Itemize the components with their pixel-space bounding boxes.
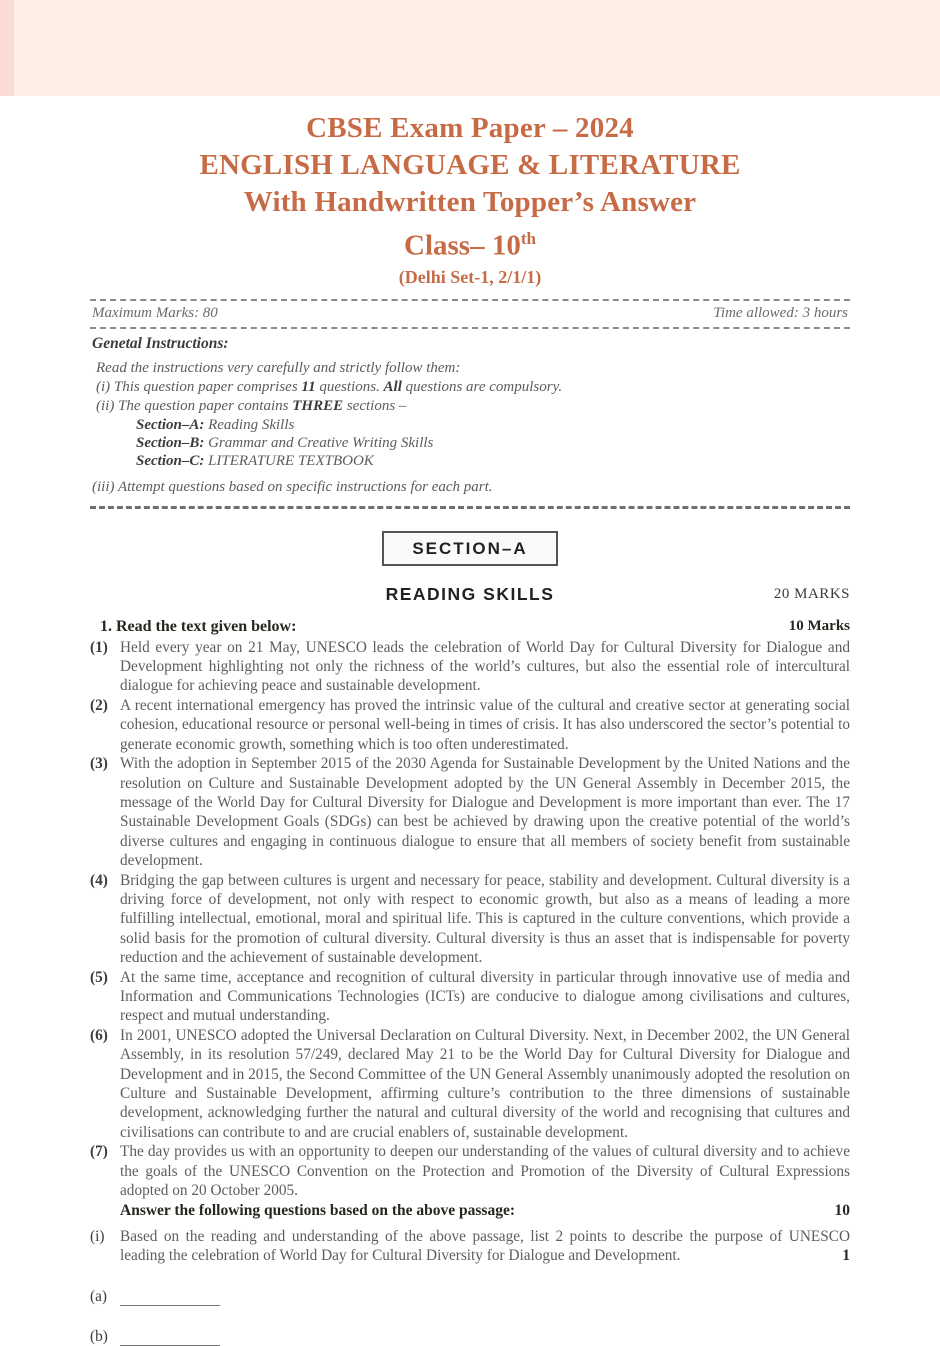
blank-underline xyxy=(120,1331,220,1346)
section-b-label: Section–B: xyxy=(136,434,205,451)
time-allowed: Time allowed: 3 hours xyxy=(713,304,848,321)
class-superscript: th xyxy=(520,229,536,248)
paragraph-text: With the adoption in September 2015 of the 2030 Agenda for Sustainable Development by the United Nations and the resolution on Culture and Sustainable Development adopted by the UN General Assembly in December 2015, the message of the World Day for Cultural Diversity for Dialogue and Development is more important than ever. The 17 Sustainable Development Goals (SDGs) can best be achieved by drawing upon the creative potential of the world’s diverse cultures and engaging in continuous dialogue to ensure that all members of society benefit from sustainable development. xyxy=(120,755,850,870)
instructions-intro: Read the instructions very carefully and strictly follow them: xyxy=(96,359,461,376)
top-pink-band xyxy=(0,0,940,96)
passage-paragraph xyxy=(90,696,850,754)
inst-i-post: questions are compulsory. xyxy=(401,378,563,395)
paragraph-text: At the same time, acceptance and recognition of cultural diversity in particular through innovative use of media and Information and Communications Technologies (ICTs) are conducive to dialogue among civilisations and cultures, respect and mutual understanding. xyxy=(120,968,850,1025)
subject-title: ENGLISH LANGUAGE & LITERATURE xyxy=(199,149,741,181)
dashed-rule-bottom xyxy=(90,506,850,509)
paragraph-number: (4) xyxy=(90,871,108,889)
passage-paragraph xyxy=(90,871,850,968)
passage-paragraph xyxy=(90,638,850,696)
inst-ii-pre: (ii) The question paper contains xyxy=(96,397,293,414)
instructions-heading: Genetal Instructions: xyxy=(92,334,229,352)
paragraph-number: (3) xyxy=(90,755,108,773)
section-list-item-a xyxy=(136,416,850,434)
inst-i-bold1: 11 xyxy=(301,378,316,395)
class-line xyxy=(90,221,850,264)
subtitle: With Handwritten Topper’s Answer xyxy=(243,186,697,218)
page-content xyxy=(90,96,850,1346)
blank-underline xyxy=(120,1291,220,1306)
passage-paragraph xyxy=(90,1026,850,1142)
section-a-label: Section–A: xyxy=(136,416,205,433)
section-list-item-c xyxy=(136,452,850,470)
inst-i-mid: questions. xyxy=(315,378,384,395)
section-c-label: Section–C: xyxy=(136,452,205,469)
paragraph-text: A recent international emergency has proved the intrinsic value of the cultural and creative sector at generating social cohesion, educational resource or personal well-being in times of crisis. It has also underscored the sector’s potential to generate economic growth, something which is too often underestimated. xyxy=(120,696,850,753)
paragraph-text: Held every year on 21 May, UNESCO leads the celebration of World Day for Cultural Diversity for Dialogue and Development highlighting not only the richness of the world’s cultures, but also the essential role of intercultural dialogue for achieving peace and sustainable development. xyxy=(120,638,850,695)
inst-i-pre: (i) This question paper comprises xyxy=(96,378,302,395)
instruction-item-ii xyxy=(96,397,850,415)
passage-paragraph xyxy=(90,968,850,1026)
paragraph-text: In 2001, UNESCO adopted the Universal Declaration on Cultural Diversity. Next, in December 2002, the UN General Assembly, in its resolution 57/249, declared May 21 to be the World Day for Cultural Diversity for Dialogue and Development and in 2015, the Second Committee of the UN General Assembly unanimously adopted the resolution on Culture and Sustainable Development, affirming culture’s contribution to the three dimensions of sustainable development, acknowledging further the natural and cultural diversity of the world and recognising that cultures and civilisations can contribute to and are crucial enablers of, sustainable development. xyxy=(120,1026,850,1141)
paragraph-number: (7) xyxy=(90,1143,108,1161)
section-c-text: LITERATURE TEXTBOOK xyxy=(204,452,374,469)
section-a-box: SECTION–A xyxy=(382,531,557,566)
blank-label-b: (b) xyxy=(90,1327,108,1345)
section-a-text: Reading Skills xyxy=(204,416,295,433)
class-prefix: Class– 10 xyxy=(404,229,521,262)
maximum-marks: Maximum Marks: 80 xyxy=(92,304,218,321)
blank-label-a: (a) xyxy=(90,1287,107,1305)
passage-paragraph xyxy=(90,754,850,870)
reading-skills-row xyxy=(90,584,850,608)
question1-header xyxy=(100,618,850,636)
instruction-item-iii: (iii) Attempt questions based on specific instructions for each part. xyxy=(92,478,493,495)
sub-question-body: Based on the reading and understanding of the above passage, list 2 points to describe the purpose of UNESCO leading the celebration of World Day for Cultural Diversity for Dialogue and Development. xyxy=(120,1227,850,1265)
inst-ii-post: sections – xyxy=(343,397,407,414)
meta-row xyxy=(90,301,850,327)
paragraph-number: (1) xyxy=(90,638,108,656)
paragraph-number: (5) xyxy=(90,968,108,986)
sub-question-number: (i) xyxy=(90,1227,105,1245)
answer-blank-a xyxy=(90,1288,850,1306)
section-marks: 20 MARKS xyxy=(773,585,850,602)
section-b-text: Grammar and Creative Writing Skills xyxy=(204,434,434,451)
paragraph-text: The day provides us with an opportunity to deepen our understanding of the values of cultural diversity and to achieve the goals of the UNESCO Convention on the Protection and Promotion of the Diversity of Cultural Expressions adopted on 20 October 2005. xyxy=(120,1143,850,1200)
answer-prompt-text: Answer the following questions based on the above passage: xyxy=(120,1202,516,1220)
paragraph-text: Bridging the gap between cultures is urgent and necessary for peace, stability and development. Cultural diversity is a driving force of development, not only with respect to economic growth, but also as a means of leading a more fulfilling intellectual, emotional, moral and spiritual life. This is captured in the culture conventions, which provide a solid basis for the promotion of cultural diversity. Cultural diversity is thus an asset that is indispensable for poverty reduction and the achievement of sustainable development. xyxy=(120,871,850,967)
set-line: (Delhi Set-1, 2/1/1) xyxy=(398,266,542,287)
question1-title: 1. Read the text given below: xyxy=(100,617,297,635)
title-block xyxy=(90,110,850,290)
sub-question-i xyxy=(90,1227,850,1266)
question1-marks: 10 Marks xyxy=(788,617,850,634)
paragraph-number: (2) xyxy=(90,696,108,714)
answer-prompt-marks: 10 xyxy=(834,1202,850,1220)
answer-prompt xyxy=(120,1201,850,1220)
answer-blank-b xyxy=(90,1328,850,1346)
sub-question-marks: 1 xyxy=(842,1247,850,1265)
general-instructions xyxy=(90,329,850,506)
page-title: CBSE Exam Paper – 2024 xyxy=(306,112,634,144)
inst-ii-bold: THREE xyxy=(292,397,344,414)
sub-question-text xyxy=(120,1227,850,1266)
passage-paragraph xyxy=(90,1142,850,1200)
reading-skills-heading: READING SKILLS xyxy=(385,583,555,604)
section-list-item-b xyxy=(136,434,850,452)
section-box-wrap xyxy=(90,531,850,566)
instruction-item-i xyxy=(96,378,850,396)
paragraph-number: (6) xyxy=(90,1026,108,1044)
inst-i-bold2: All xyxy=(383,378,402,395)
